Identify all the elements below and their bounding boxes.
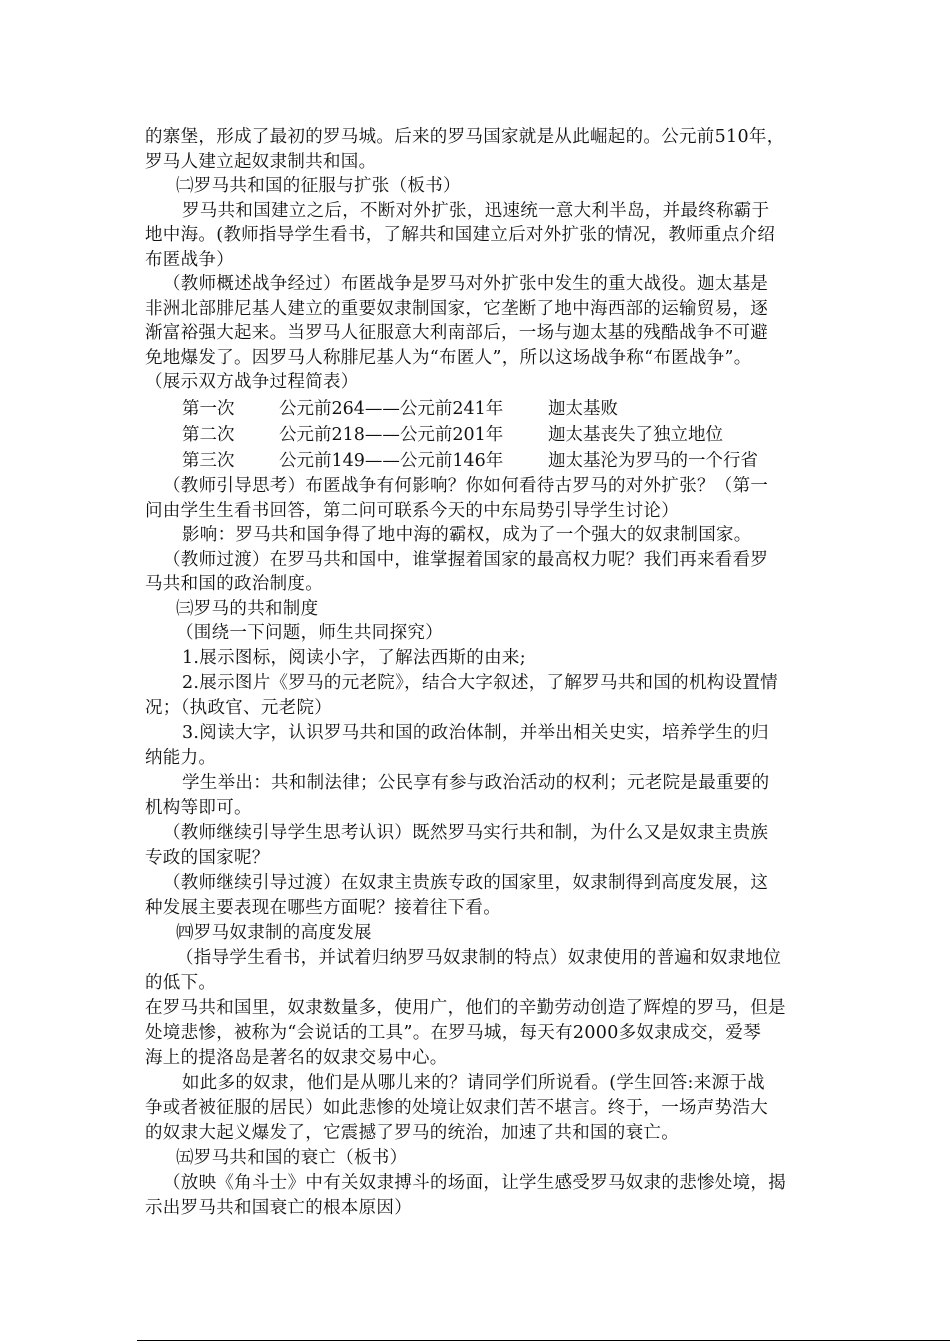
text-line: 专政的国家呢？	[145, 848, 270, 868]
bottom-rule	[137, 1340, 950, 1341]
text-line: 的低下。	[145, 973, 217, 993]
text-line: 学生举出：共和制法律；公民享有参与政治活动的权利；元老院是最重要的	[182, 773, 770, 793]
table-cell-order: 第一次	[182, 399, 235, 419]
text-line: 的寨堡，形成了最初的罗马城。后来的罗马国家就是从此崛起的。公元前510年，	[145, 127, 785, 147]
text-line: 布匿战争）	[145, 250, 234, 270]
text-line: （指导学生看书，并试着归纳罗马奴隶制的特点）奴隶使用的普遍和奴隶地位	[176, 948, 782, 968]
section-heading: ㈡罗马共和国的征服与扩张（板书）	[176, 176, 461, 196]
text-line: 渐富裕强大起来。当罗马人征服意大利南部后，一场与迦太基的残酷战争不可避	[145, 323, 768, 343]
text-line: 处境悲惨，被称为“会说话的工具”。在罗马城，每天有2000多奴隶成交，爱琴	[145, 1023, 762, 1043]
text-line: 的奴隶大起义爆发了，它震撼了罗马的统治，加速了共和国的衰亡。	[145, 1123, 679, 1143]
table-cell-result: 迦太基丧失了独立地位	[548, 425, 723, 445]
text-line: 机构等即可。	[145, 798, 252, 818]
text-line: 如此多的奴隶，他们是从哪儿来的？请同学们所说看。(学生回答:来源于战	[182, 1073, 765, 1093]
text-line: （教师过渡）在罗马共和国中，谁掌握着国家的最高权力呢？我们再来看看罗	[163, 550, 769, 570]
text-line: 种发展主要表现在哪些方面呢？接着往下看。	[145, 898, 501, 918]
table-cell-period: 公元前218——公元前201年	[279, 425, 504, 445]
text-line: 况；（执政官、元老院）	[145, 698, 333, 718]
section-heading: ㈤罗马共和国的衰亡（板书）	[176, 1148, 408, 1168]
text-line: 在罗马共和国里，奴隶数量多，使用广，他们的辛勤劳动创造了辉煌的罗马，但是	[145, 998, 786, 1018]
table-cell-order: 第三次	[182, 451, 235, 471]
text-line: 争或者被征服的居民）如此悲惨的处境让奴隶们苦不堪言。终于，一场声势浩大	[145, 1098, 768, 1118]
text-line: （教师继续引导学生思考认识）既然罗马实行共和制，为什么又是奴隶主贵族	[163, 823, 769, 843]
table-cell-period: 公元前264——公元前241年	[279, 399, 504, 419]
text-line: （教师继续引导过渡）在奴隶主贵族专政的国家里，奴隶制得到高度发展，这	[163, 873, 769, 893]
text-line: 海上的提洛岛是著名的奴隶交易中心。	[145, 1048, 448, 1068]
text-line: 地中海。(教师指导学生看书，了解共和国建立后对外扩张的情况，教师重点介绍	[145, 225, 776, 245]
text-line: 罗马人建立起奴隶制共和国。	[145, 152, 377, 172]
text-line: （展示双方战争过程简表）	[145, 372, 359, 392]
list-item: 1.展示图标，阅读小字，了解法西斯的由来;	[182, 648, 526, 668]
text-line: 罗马共和国建立之后，不断对外扩张，迅速统一意大利半岛，并最终称霸于	[182, 201, 770, 221]
text-line: 非洲北部腓尼基人建立的重要奴隶制国家，它垄断了地中海西部的运输贸易，逐	[145, 299, 768, 319]
text-line: 马共和国的政治制度。	[145, 574, 323, 594]
list-item: 2.展示图片《罗马的元老院》，结合大字叙述，了解罗马共和国的机构设置情	[182, 673, 778, 693]
table-cell-order: 第二次	[182, 425, 235, 445]
table-cell-result: 迦太基沦为罗马的一个行省	[548, 451, 758, 471]
text-line: 纳能力。	[145, 748, 217, 768]
list-item: 3.阅读大字，认识罗马共和国的政治体制，并举出相关史实，培养学生的归	[182, 723, 769, 743]
text-line: 影响：罗马共和国争得了地中海的霸权，成为了一个强大的奴隶制国家。	[182, 525, 752, 545]
section-heading: ㈢罗马的共和制度	[176, 599, 319, 619]
text-line: （围绕一下问题，师生共同探究）	[176, 623, 443, 643]
text-line: 示出罗马共和国衰亡的根本原因）	[145, 1198, 412, 1218]
section-heading: ㈣罗马奴隶制的高度发展	[176, 923, 372, 943]
table-cell-result: 迦太基败	[548, 399, 618, 419]
text-line: （教师引导思考）布匿战争有何影响？你如何看待古罗马的对外扩张？（第一	[163, 476, 769, 496]
text-line: 免地爆发了。因罗马人称腓尼基人为“布匿人”，所以这场战争称“布匿战争”。	[145, 348, 752, 368]
text-line: （放映《角斗士》中有关奴隶搏斗的场面，让学生感受罗马奴隶的悲惨处境，揭	[163, 1173, 786, 1193]
text-line: 问由学生生看书回答，第二问可联系今天的中东局势引导学生讨论）	[145, 501, 679, 521]
text-line: （教师概述战争经过）布匿战争是罗马对外扩张中发生的重大战役。迦太基是	[163, 274, 769, 294]
table-cell-period: 公元前149——公元前146年	[279, 451, 504, 471]
